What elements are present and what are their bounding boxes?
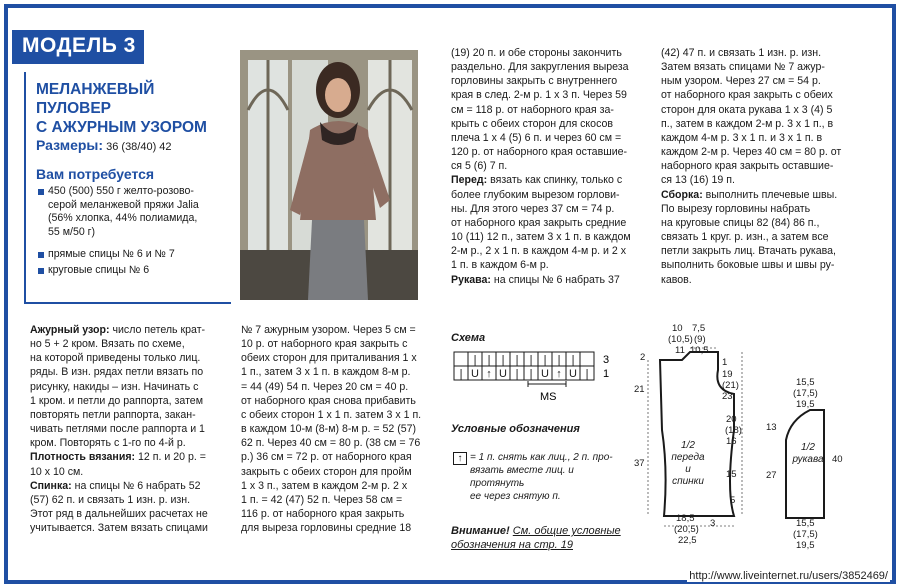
svg-text:15,5: 15,5 [796, 377, 815, 388]
svg-text:22,5: 22,5 [678, 535, 697, 546]
svg-text:↑: ↑ [486, 368, 492, 380]
svg-text:и: и [685, 464, 691, 475]
svg-text:5: 5 [730, 495, 736, 506]
svg-text:U: U [499, 368, 507, 380]
svg-text:|: | [459, 368, 463, 380]
column-3: (19) 20 п. и обе стороны закончить раздельно. Для закругления выреза горловины закрыть с внутреннего края в след. 2-м р. 1 х 3 п. Через 59 см = 118 р. от наборного края за- крыть с обеих сторон для скосов плеча 1 х 4 (5) 6 п. и через 60 см = 120 р. от наборного края оставшие- ся 5 (6) 7 п. Перед: вязать как спинку, только с более глубоким вырезом горлови- ны. Для этого через 37 см = 74 р. от наборного края закрыть средние 10 (11) 12 п., затем 3 х 1 п. в каждом 2-м р., 2 х 1 п. в каждом 4-м р. и 2 х 1 п. в каждом 6-м р. Рукава: на спицы № 6 набрать 37 [451, 47, 631, 286]
svg-text:3: 3 [710, 518, 716, 529]
svg-text:19,5: 19,5 [796, 399, 815, 410]
svg-text:(20,5): (20,5) [674, 524, 699, 535]
svg-text:|: | [557, 354, 561, 366]
svg-text:переда: переда [671, 452, 705, 463]
sizes: Размеры: 36 (38/40) 42 [36, 137, 172, 153]
svg-text:18,5: 18,5 [676, 513, 695, 524]
legend-title: Условные обозначения [451, 423, 580, 435]
svg-text:1/2: 1/2 [681, 440, 695, 451]
legend-text: = 1 п. снять как лиц., 2 п. про- вязать вместе лиц. и протянуть ее через снятую п. [470, 452, 613, 502]
svg-text:↑: ↑ [556, 368, 562, 380]
svg-text:19,5: 19,5 [796, 540, 815, 550]
column-1: Ажурный узор: число петель крат- но 5 + 2 кром. Вязать по схеме, на которой приведены только лиц. ряды. В изн. рядах петли вязать по рисунку, накиды – изн. Начинать с 1 кром. и петли до раппорта, затем повторять петли раппорта, закан- чивать петлями после раппорта и 1 кром. Повторять с 1-го по 4-й р. Плотность вязания: 12 п. и 20 р. = 10 х 10 см. Спинка: на спицы № 6 набрать 52 (57) 62 п. и связать 1 изн. р. изн. Этот ряд в дальнейших расчетах не учитывается. Затем вязать спицами [30, 323, 225, 535]
svg-text:|: | [515, 354, 519, 366]
svg-text:рукава: рукава [792, 454, 824, 465]
pattern-title: МЕЛАНЖЕВЫЙ ПУЛОВЕР С АЖУРНЫМ УЗОРОМ [36, 81, 207, 136]
scheme-row-1: 1 [603, 368, 610, 380]
scheme-title: Схема [451, 332, 486, 344]
decrease-symbol-icon: ↑ [453, 452, 467, 465]
svg-text:|: | [543, 354, 547, 366]
svg-text:U: U [471, 368, 479, 380]
svg-text:21: 21 [634, 384, 645, 395]
column-4: (42) 47 п. и связать 1 изн. р. изн. Затем вязать спицами № 7 ажур- ным узором. Через 27 см = 54 р. от наборного края закрыть с обеих сторон для оката рукава 1 х 3 (4) 5 п., затем в каждом 2-м р. 3 х 1 п., в каждом 4-м р. 3 х 1 п. и 3 х 1 п. в каждом 2-м р. Через 40 см = 80 р. от наборного края закрыть оставшие- ся 13 (16) 19 п. Сборка: выполнить плечевые швы. По вырезу горловины набрать на круговые спицы 82 (84) 86 п., связать 1 круг. р. изн., а затем все петли закрыть лиц. Втачать рукава, выполнить боковые швы и швы ру- кавов. [661, 47, 842, 286]
svg-text:20: 20 [726, 414, 737, 425]
scheme-row-3: 3 [603, 354, 610, 366]
svg-text:27: 27 [766, 470, 777, 481]
material-needles: прямые спицы № 6 и № 7 [36, 248, 231, 262]
svg-text:|: | [501, 354, 505, 366]
svg-text:7,5: 7,5 [692, 323, 706, 334]
svg-text:19: 19 [722, 369, 733, 380]
svg-text:U: U [541, 368, 549, 380]
material-yarn: 450 (500) 550 г желто-розово- серой меланжевой пряжи Jalia (56% хлопка, 44% полиамида, 55 м/50 г) [36, 185, 231, 239]
svg-text:2: 2 [640, 352, 646, 363]
svg-text:23: 23 [722, 391, 733, 402]
svg-text:13: 13 [766, 422, 777, 433]
svg-text:(9): (9) [694, 334, 706, 345]
model-header: МОДЕЛЬ 3 [12, 30, 144, 64]
svg-text:15,5: 15,5 [796, 518, 815, 529]
svg-text:|: | [473, 354, 477, 366]
attention-note: Внимание! См. общие условные обозначения на стр. 19 [451, 525, 621, 551]
svg-text:(18): (18) [725, 425, 742, 436]
svg-text:16: 16 [726, 436, 737, 447]
materials-heading: Вам потребуется [36, 166, 155, 182]
svg-text:(10,5): (10,5) [668, 334, 693, 345]
svg-text:|: | [515, 368, 519, 380]
front-back-pattern [630, 320, 750, 550]
svg-text:10: 10 [672, 323, 683, 334]
svg-text:1/2: 1/2 [801, 442, 815, 453]
text-line: Ажурный узор: число петель крат- [30, 324, 206, 336]
column-2: № 7 ажурным узором. Через 5 см = 10 р. от наборного края закрыть с обеих сторон для приталивания 1 х 1 п., затем 3 х 1 п. в каждом 8-м р. = 44 (49) 54 п. Через 20 см = 40 р. от наборного края снова прибавить с обеих сторон 1 х 1 п. затем 3 х 1 п. в каждом 10-м (8-м) 8-м р. = 52 (57) 62 п. Через 40 см = 80 р. (38 см = 76 р.) 36 см = 72 р. от наборного края закрыть с обеих сторон для пройм 1 х 3 п., затем в каждом 2-м р. 2 х 1 п. = 42 (47) 52 п. Через 58 см = 116 р. от наборного края закрыть для выреза горловины средние 18 [241, 324, 422, 535]
svg-text:U: U [569, 368, 577, 380]
svg-text:11: 11 [675, 345, 685, 356]
svg-text:|: | [585, 368, 589, 380]
scheme-ms: MS [540, 391, 557, 403]
svg-text:|: | [529, 354, 533, 366]
svg-text:|: | [529, 368, 533, 380]
svg-text:15: 15 [726, 469, 737, 480]
svg-text:(17,5): (17,5) [793, 388, 818, 399]
svg-text:|: | [487, 354, 491, 366]
svg-text:37: 37 [634, 458, 645, 469]
model-photo [240, 50, 418, 300]
svg-text:(21): (21) [722, 380, 739, 391]
svg-text:(17,5): (17,5) [793, 529, 818, 540]
svg-text:1: 1 [722, 357, 728, 368]
svg-text:40: 40 [832, 454, 843, 465]
material-circular: круговые спицы № 6 [36, 264, 231, 278]
scheme-chart [448, 346, 618, 406]
svg-text:|: | [571, 354, 575, 366]
svg-text:спинки: спинки [672, 476, 704, 487]
sleeve-pattern [760, 370, 860, 550]
svg-text:10,5: 10,5 [690, 345, 709, 356]
footer-url[interactable]: http://www.liveinternet.ru/users/3852469/ [689, 570, 888, 582]
